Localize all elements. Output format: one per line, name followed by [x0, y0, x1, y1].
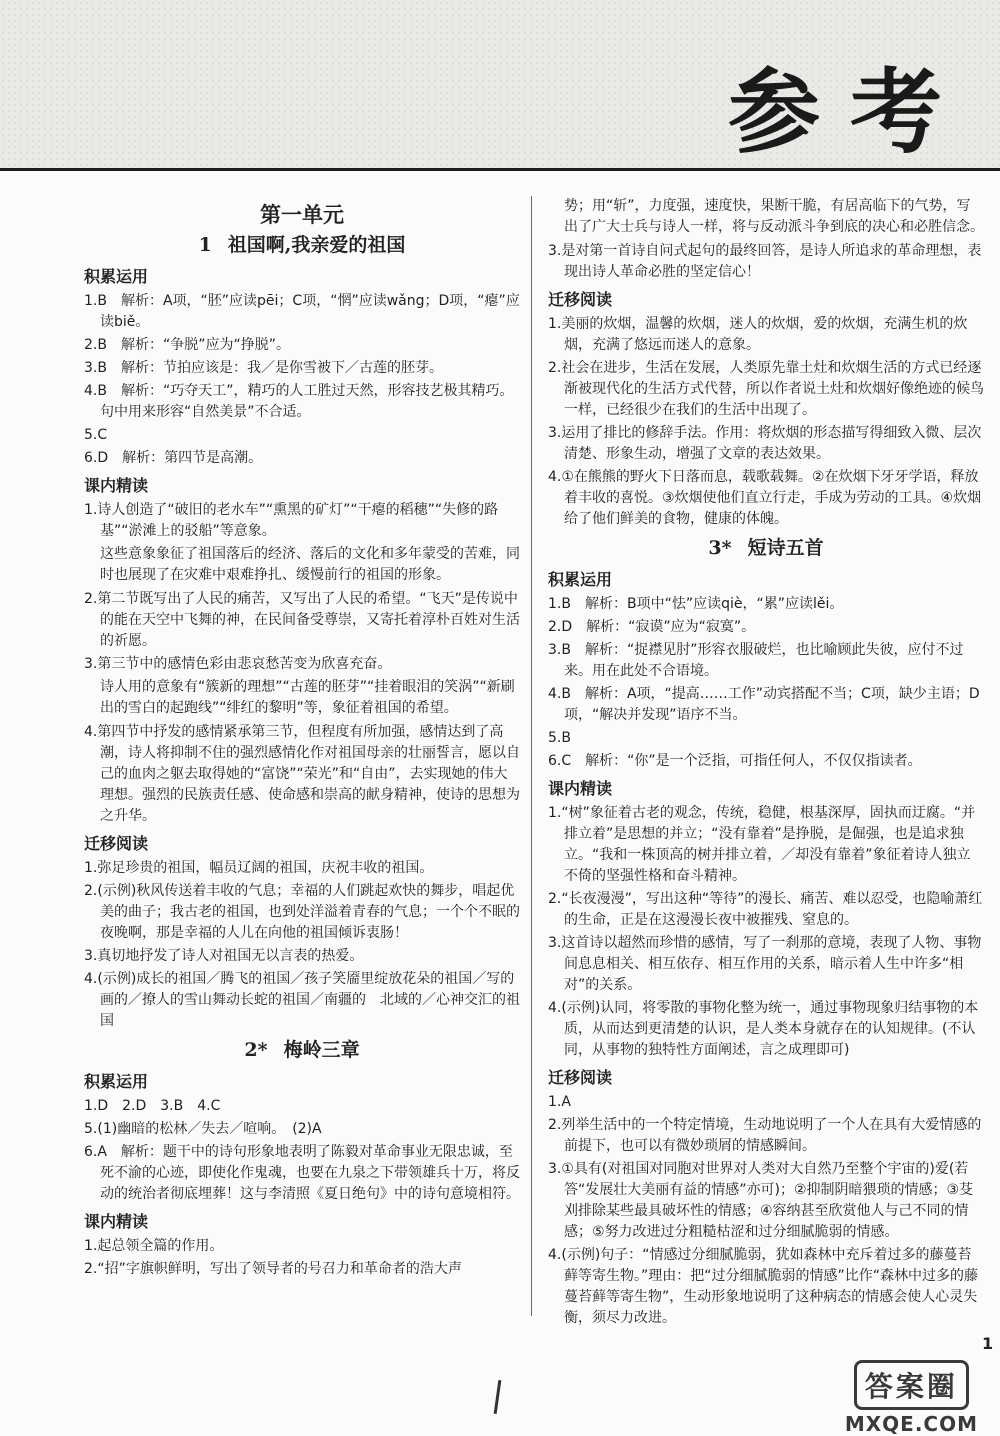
answer-item: 1.美丽的炊烟，温馨的炊烟，迷人的炊烟，爱的炊烟，充满生机的炊烟，充满了悠远而迷人的意象。	[548, 316, 968, 353]
answer-list	[548, 594, 984, 772]
answer-item: 4.第四节中抒发的感情紧承第三节，但程度有所加强，感情达到了高潮，诗人将抑制不住的强烈感情化作对祖国母亲的壮丽誓言，愿以自己的血肉之躯去取得她的“富饶”“荣光”和“自由”，去实现她的伟大理想。强烈的民族责任感、使命感和崇高的献身精神，使诗的思想为之升华。	[84, 724, 520, 824]
header-rule	[0, 168, 1000, 171]
section-heading: 迁移阅读	[548, 290, 613, 309]
right-column	[548, 196, 984, 1331]
column-divider	[531, 196, 532, 1316]
answer-item: 5.B	[548, 730, 571, 746]
answer-item: 1.“树”象征着古老的观念，传统，稳健，根基深厚，固执而迂腐。“并排立着”是思想的并立；“没有靠着”是挣脱，是倔强，也是追求独立。“我和一株顶高的树并排立着，／却没有靠着”象征着诗人独立不倚的坚强性格和奋斗精神。	[548, 805, 976, 884]
lesson-3-title	[548, 538, 984, 559]
answer-item: 3.是对第一首诗自问式起句的最终回答，是诗人所追求的革命理想，表现出诗人革命必胜的坚定信心！	[548, 243, 982, 280]
answer-item: 3.B 解析：节拍应该是：我／是你雪被下／古莲的胚芽。	[84, 360, 443, 376]
answer-item: 4.B 解析：“巧夺天工”，精巧的人工胜过天然，形容技艺极其精巧。句中用来形容“自然美景”不合适。	[84, 383, 514, 420]
answer-item: 2.社会在进步，生活在发展，人类原先靠土灶和炊烟生活的方式已经逐渐被现代化的生活方式代替，所以作者说土灶和炊烟好像绝迹的候鸟一样，已经很少在我们的生活中出现了。	[548, 360, 984, 418]
answer-list	[548, 314, 984, 530]
lesson-name: 祖国啊,我亲爱的祖国	[227, 234, 406, 256]
answer-item: 3.B 解析：“捉襟见肘”形容衣服破烂，也比喻顾此失彼，应付不过来。用在此处不合语境。	[548, 642, 964, 679]
pen-mark	[494, 1380, 502, 1414]
section-heading: 迁移阅读	[84, 834, 149, 853]
answer-item: 3.这首诗以超然而珍惜的感情，写了一刹那的意境，表现了人物、事物间息息相关、相互依存、相互作用的关系，暗示着人生中许多“相对”的关系。	[548, 935, 982, 993]
answer-list	[548, 1092, 984, 1329]
answer-item: 1.诗人创造了“破旧的老水车”“熏黑的矿灯”“干瘪的稻穗”“失修的路基”“淤滩上的驳船”等意象。	[84, 502, 499, 539]
answer-item: 2.第二节既写出了人民的痛苦，又写出了人民的希望。“飞天”是传说中的能在天空中飞舞的神，在民间备受尊崇，又寄托着淳朴百姓对生活的祈愿。	[84, 591, 520, 649]
answer-item: 1.B 解析：B项中“怯”应读qiè，“累”应读lěi。	[548, 596, 844, 612]
section-heading: 课内精读	[548, 779, 613, 798]
answer-item: 4.(示例)句子：“情感过分细腻脆弱，犹如森林中充斥着过多的藤蔓苔藓等寄生物。”理由：把“过分细腻脆弱的情感”比作“森林中过多的藤蔓苔藓等寄生物”，生动形象地说明了这种病态的情感会使人心灵失衡，须尽力改进。	[548, 1247, 979, 1326]
lesson-number: 2*	[244, 1039, 268, 1061]
answer-item: 2.D 解析：“寂谟”应为“寂寞”。	[548, 619, 756, 635]
answer-item: 6.A 解析：题干中的诗句形象地表明了陈毅对革命事业无限忠诚，至死不渝的心迹，即使化作鬼魂，也要在九泉之下带领雄兵十万，将反动的统治者彻底埋葬！这与李清照《夏日绝句》中的诗句意境相符。	[84, 1144, 520, 1202]
left-column	[84, 196, 529, 1282]
section-heading: 积累运用	[84, 1072, 149, 1091]
answer-item: 5.(1)幽暗的松林／失去／喧响。 (2)A	[84, 1121, 322, 1137]
section-heading: 积累运用	[548, 570, 613, 589]
answer-list	[84, 291, 520, 469]
lesson-number: 3*	[708, 537, 732, 559]
lesson-1-title	[84, 235, 520, 256]
answer-item: 4.(示例)成长的祖国／腾飞的祖国／孩子笑靥里绽放花朵的祖国／写的 画的／撩人的雪山舞动长蛇的祖国／南疆的 北域的／心神交汇的祖国	[84, 971, 529, 1029]
answer-continuation: 这些意象象征了祖国落后的经济、落后的文化和多年蒙受的苦难，同时也展现了在灾难中艰难挣扎、缓慢前行的祖国的形象。	[100, 546, 520, 583]
answer-item: 3.真切地抒发了诗人对祖国无以言表的热爱。	[84, 948, 364, 964]
watermark-url: MXQE.COM	[844, 1412, 978, 1436]
lesson-2-title	[84, 1040, 520, 1061]
answer-item: 4.B 解析：A项，“提高……工作”动宾搭配不当；C项，缺少主语；D项，“解决并发现”语序不当。	[548, 686, 980, 723]
page-number: 1	[982, 1334, 994, 1353]
answer-list	[548, 803, 984, 1061]
section-heading: 课内精读	[84, 1212, 149, 1231]
watermark-logo	[845, 1360, 978, 1436]
lesson-name: 短诗五首	[747, 537, 824, 559]
answer-item: 3.运用了排比的修辞手法。作用：将炊烟的形态描写得细致入微、层次清楚、形象生动，增强了文章的表达效果。	[548, 425, 982, 462]
answer-item: 6.D 解析：第四节是高潮。	[84, 450, 263, 466]
answer-list	[84, 858, 529, 1032]
answer-continuation: 势；用“斩”，力度强，速度快，果断干脆，有居高临下的气势，写出了广大士兵与诗人一样，将与反动派斗争到底的决心和必胜信念。	[564, 198, 984, 235]
answer-list	[84, 500, 520, 827]
answer-item: 1.A	[548, 1094, 571, 1110]
section-heading: 积累运用	[84, 267, 149, 286]
answer-item: 4.①在熊熊的野火下日落而息，载歌载舞。②在炊烟下牙牙学语，释放着丰收的喜悦。③炊烟使他们直立行走，手成为劳动的工具。④炊烟给了他们鲜美的食物，健康的体魄。	[548, 469, 982, 527]
answer-list	[84, 1096, 520, 1205]
lesson-number: 1	[198, 234, 212, 256]
answer-item: 4.(示例)认同，将零散的事物化整为统一，通过事物现象归结事物的本质，从而达到更清楚的认识，是人类本身就存在的认知规律。(不认同，从事物的独特性方面阐述，言之成理即可)	[548, 1000, 979, 1058]
header-title: 参考	[727, 58, 972, 166]
answer-item: 3.①具有(对祖国对同胞对世界对人类对大自然乃至整个宇宙的)爱(若答“发展壮大美丽有益的情感”亦可)；②抑制阴暗猥琐的情感；③芟刈排除某些最具破坏性的情感；④容纳甚至欣赏他人与己不同的情感；⑤努力改进过分粗糙枯涩和过分细腻脆弱的情感。	[548, 1161, 974, 1240]
answer-item: 1.B 解析：A项，“胚”应读pēi；C项，“惘”应读wǎng；D项，“瘪”应读biě。	[84, 293, 520, 330]
section-heading: 迁移阅读	[548, 1068, 613, 1087]
answer-item: 2.“招”字旗帜鲜明，写出了领导者的号召力和革命者的浩大声	[84, 1261, 462, 1277]
section-heading: 课内精读	[84, 476, 149, 495]
answer-item: 2.列举生活中的一个特定情境，生动地说明了一个人在具有大爱情感的前提下，也可以有微妙琐屑的情感瞬间。	[548, 1117, 982, 1154]
answer-item: 1.起总领全篇的作用。	[84, 1238, 224, 1254]
answer-item: 5.C	[84, 427, 108, 443]
answer-item: 2.(示例)秋风传送着丰收的气息；幸福的人们跳起欢快的舞步，唱起优美的曲子；我古老的祖国，也到处洋溢着青春的气息；一个个不眠的夜晚啊，那是幸福的人儿在向他的祖国倾诉衷肠！	[84, 883, 520, 941]
watermark-badge: 答案圈	[854, 1360, 969, 1410]
answer-item: 2.“长夜漫漫”，写出这种“等待”的漫长、痛苦、难以忍受，也隐喻萧红的生命，正是在这漫漫长夜中被摧残、窒息的。	[548, 891, 983, 928]
answer-item: 1.D 2.D 3.B 4.C	[84, 1098, 221, 1114]
answer-item: 1.弥足珍贵的祖国，幅员辽阔的祖国，庆祝丰收的祖国。	[84, 860, 434, 876]
answer-list	[84, 1236, 520, 1280]
answer-continuation: 诗人用的意象有“簇新的理想”“古莲的胚芽”“挂着眼泪的笑涡”“新刷出的雪白的起跑线”“绯红的黎明”等，象征着祖国的希望。	[100, 679, 515, 716]
answer-item: 3.第三节中的感情色彩由悲哀愁苦变为欣喜充奋。	[84, 656, 392, 672]
lesson-name: 梅岭三章	[283, 1039, 360, 1061]
answer-item: 2.B 解析：“争脱”应为“挣脱”。	[84, 337, 290, 353]
unit-title: 第一单元	[260, 202, 344, 227]
answer-item: 6.C 解析：“你”是一个泛指，可指任何人，不仅仅指读者。	[548, 753, 922, 769]
